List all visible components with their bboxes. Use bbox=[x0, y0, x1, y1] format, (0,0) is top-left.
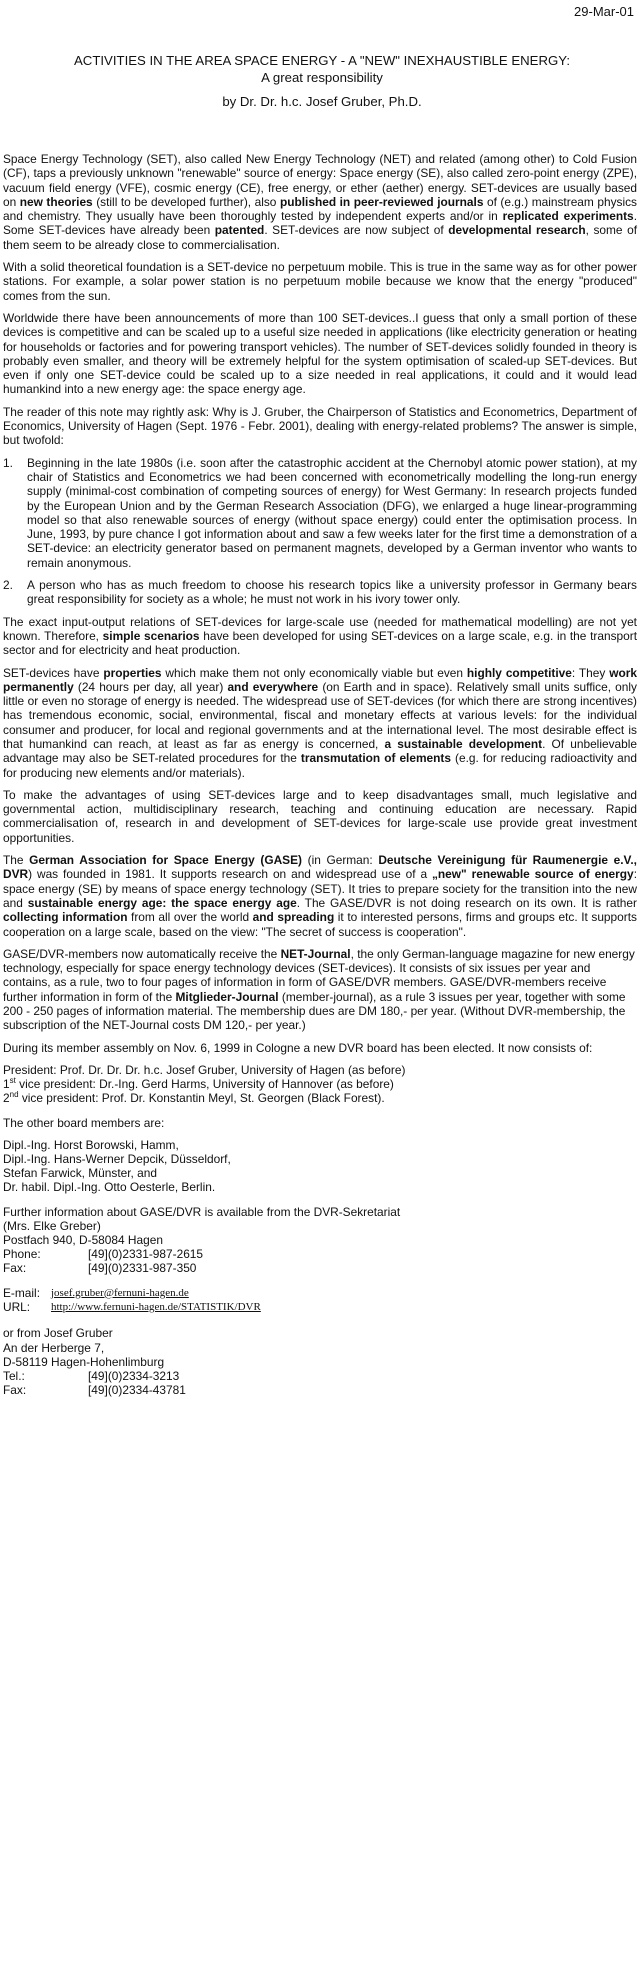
address-line: D-58119 Hagen-Hohenlimburg bbox=[3, 1354, 165, 1369]
paragraph-advantages: To make the advantages of using SET-devices large and to keep disadvantages small, much legislative and governmental action, multidisciplinary research, teaching and continuing education are necessary. Rapid commercialisation of, research in and development of SET-devices for large-scale use provide great investment opportunities. bbox=[3, 787, 637, 845]
list-item: Dr. habil. Dipl.-Ing. Otto Oesterle, Berlin. bbox=[3, 1180, 216, 1195]
paragraph-perpetuum: With a solid theoretical foundation is a SET-device no perpetuum mobile. This is true in the same way as for other power stations. For example, a solar power station is no perpetuum mobile because we know that the energy "produced" comes from the sun. bbox=[3, 260, 637, 303]
list-item: 2. A person who has as much freedom to choose his research topics like a university professor in Germany bears great responsibility for society as a whole; he must not work in his ivory tower only. bbox=[3, 578, 637, 607]
paragraph-scenarios: The exact input-output relations of SET-devices for large-scale use (needed for mathematical modelling) are not yet known. Therefore, simple scenarios have been developed for using SET-devices on a large scale, e.g. in the transport sector and for electricity and heat production. bbox=[3, 614, 638, 658]
fax-value: [49](0)2334-43781 bbox=[88, 1383, 186, 1398]
list-item: Dipl.-Ing. Hans-Werner Depcik, Düsseldorf, bbox=[3, 1152, 231, 1167]
fax-label: Fax: bbox=[3, 1261, 27, 1276]
board-vp1: 1st vice president: Dr.-Ing. Gerd Harms, University of Hannover (as before) bbox=[3, 1076, 394, 1092]
email-label: E-mail: bbox=[3, 1285, 40, 1300]
board-list bbox=[3, 1063, 637, 1106]
other-members-list bbox=[3, 1138, 637, 1195]
secretariat-address bbox=[3, 1205, 637, 1276]
fax-value: [49](0)2331-987-350 bbox=[88, 1261, 197, 1276]
url-label: URL: bbox=[3, 1300, 31, 1315]
address-line: An der Herberge 7, bbox=[3, 1340, 105, 1355]
email-row bbox=[3, 1286, 637, 1300]
reasons-list bbox=[3, 456, 637, 607]
phone-label: Phone: bbox=[3, 1247, 41, 1262]
document-author: by Dr. Dr. h.c. Josef Gruber, Ph.D. bbox=[222, 94, 422, 109]
fax-label: Fax: bbox=[3, 1383, 27, 1398]
document-body bbox=[3, 152, 637, 1407]
address-line: or from Josef Gruber bbox=[3, 1326, 113, 1341]
list-item: Dipl.-Ing. Horst Borowski, Hamm, bbox=[3, 1137, 179, 1152]
fax-row bbox=[3, 1261, 637, 1275]
address-line: (Mrs. Elke Greber) bbox=[3, 1218, 101, 1233]
url-row bbox=[3, 1300, 637, 1314]
board-president: President: Prof. Dr. Dr. Dr. h.c. Josef Gruber, University of Hagen (as before) bbox=[3, 1062, 406, 1077]
phone-row bbox=[3, 1247, 637, 1261]
address-line: Further information about GASE/DVR is available from the DVR-Sekretariat bbox=[3, 1204, 401, 1219]
tel-value: [49](0)2334-3213 bbox=[88, 1369, 180, 1384]
tel-label: Tel.: bbox=[3, 1369, 25, 1384]
list-item: Stefan Farwick, Münster, and bbox=[3, 1166, 157, 1181]
paragraph-set-intro: Space Energy Technology (SET), also called New Energy Technology (NET) and related (among other) to Cold Fusion (CF), taps a previously unknown "renewable" source of energy: Space energy (SE), also called zero-point energy (ZPE), vacuum field energy (VFE), cosmic energy (CE), free energy, or ether (aether) energy. SET-devices are usually based on new theories (still to be developed further), also published in peer-reviewed journals of (e.g.) mainstream physics and chemistry. They usually have been thoroughly tested by independent experts and/or in replicated experiments. Some SET-devices have already been patented. SET-devices are now subject of developmental research, some of them seem to be already close to commercialisation. bbox=[3, 152, 638, 252]
other-members-heading: The other board members are: bbox=[3, 1115, 165, 1130]
tel-row bbox=[3, 1369, 637, 1383]
paragraph-why: The reader of this note may rightly ask: Why is J. Gruber, the Chairperson of Statistics and Econometrics, Department of Economics, University of Hagen (Sept. 1976 - Febr. 2001), dealing with energy-related problems? The answer is simple, but twofold: bbox=[3, 404, 637, 448]
gruber-address bbox=[3, 1326, 637, 1397]
paragraph-members: GASE/DVR-members now automatically receive the NET-Journal, the only German-language magazine for new energy technology, especially for space energy technology devices (SET-devices). It consists of six issues per year and contains, as a rule, two to four pages of information in form of GASE/DVR members. GASE/DVR-members receive further information in form of the Mitglieder-Journal (member-journal), as a rule 3 issues per year, together with some 200 - 250 pages of information material. The membership dues are DM 180,- per year. (Without DVR-membership, the subscription of the NET-Journal costs DM 120,- per year.) bbox=[3, 946, 635, 1033]
paragraph-properties: SET-devices have properties which make them not only economically viable but even highly competitive: They work permanently (24 hours per day, all year) and everywhere (on Earth and in space). Relatively small units suffice, only little or even no storage of energy is needed. The widespread use of SET-devices (for which there are strong incentives) has tremendous economic, social, environmental, fiscal and monetary effects at various levels: for the individual consumer and producer, for local and regional governments and at the international level. The most desirable effect is that humankind can reach, at least as far as energy is concerned, a sustainable development. Of unbelievable advantage may also be SET-related procedures for the transmutation of elements (e.g. for reducing radioactivity and for producing new elements and/or materials). bbox=[3, 665, 638, 780]
email-link[interactable]: josef.gruber@fernuni-hagen.de bbox=[51, 1286, 189, 1299]
document-title: ACTIVITIES IN THE AREA SPACE ENERGY - A "NEW" INEXHAUSTIBLE ENERGY: bbox=[74, 53, 570, 68]
list-item: 1. Beginning in the late 1980s (i.e. soon after the catastrophic accident at the Chernobyl atomic power station), at my chair of Statistics and Econometrics we had been concerned with econometrically modelling the long-run energy supply (minimal-cost combination of competing sources of energy) for West Germany: In research projects funded by the European Union and by the German Research Association (DFG), we enlarged a huge linear-programming model so that also renewable sources of energy (without space energy) could enter the optimisation process. In June, 1993, by pure chance I got information about and saw a few weeks later for the first time a demonstration of a SET-device: an electricity generator based on permanent magnets, developed by a German inventor who wants to remain anonymous. bbox=[3, 455, 637, 570]
document-date: 29-Mar-01 bbox=[574, 4, 634, 19]
url-link[interactable]: http://www.fernuni-hagen.de/STATISTIK/DVR bbox=[51, 1301, 261, 1314]
paragraph-gase: The German Association for Space Energy (GASE) (in German: Deutsche Vereinigung für Raumenergie e.V., DVR) was founded in 1981. It supports research on and widespread use of a „new" renewable source of energy: space energy (SE) by means of space energy technology (SET). It tries to prepare society for the transition into the new and sustainable energy age: the space energy age. The GASE/DVR is not doing research on its own. It is rather collecting information from all over the world and spreading it to interested persons, firms and groups etc. It supports cooperation on a large scale, based on the view: "The secret of success is cooperation". bbox=[3, 853, 637, 939]
document-subtitle: A great responsibility bbox=[261, 70, 383, 85]
online-contact bbox=[3, 1286, 637, 1315]
address-line: Postfach 940, D-58084 Hagen bbox=[3, 1233, 163, 1248]
fax-row bbox=[3, 1383, 637, 1397]
paragraph-worldwide: Worldwide there have been announcements of more than 100 SET-devices..I guess that only a small portion of these devices is competitive and can be scaled up to a useful size needed in applications (like electricity generation or heating for households or factories and for powering transport vehicles). The number of SET-devices solidly founded in theory is probably even smaller, and theory will be extremely helpful for the system optimisation of scaled-up SET-devices. But even if only one SET-device could be scaled up to a size needed in real applications, it could and it would lead humankind into a new energy age: the space energy age. bbox=[3, 310, 637, 397]
phone-value: [49](0)2331-987-2615 bbox=[88, 1247, 204, 1262]
board-vp2: 2nd vice president: Prof. Dr. Konstantin Meyl, St. Georgen (Black Forest). bbox=[3, 1090, 385, 1106]
paragraph-assembly: During its member assembly on Nov. 6, 1999 in Cologne a new DVR board has been elected. It now consists of: bbox=[3, 1040, 593, 1055]
